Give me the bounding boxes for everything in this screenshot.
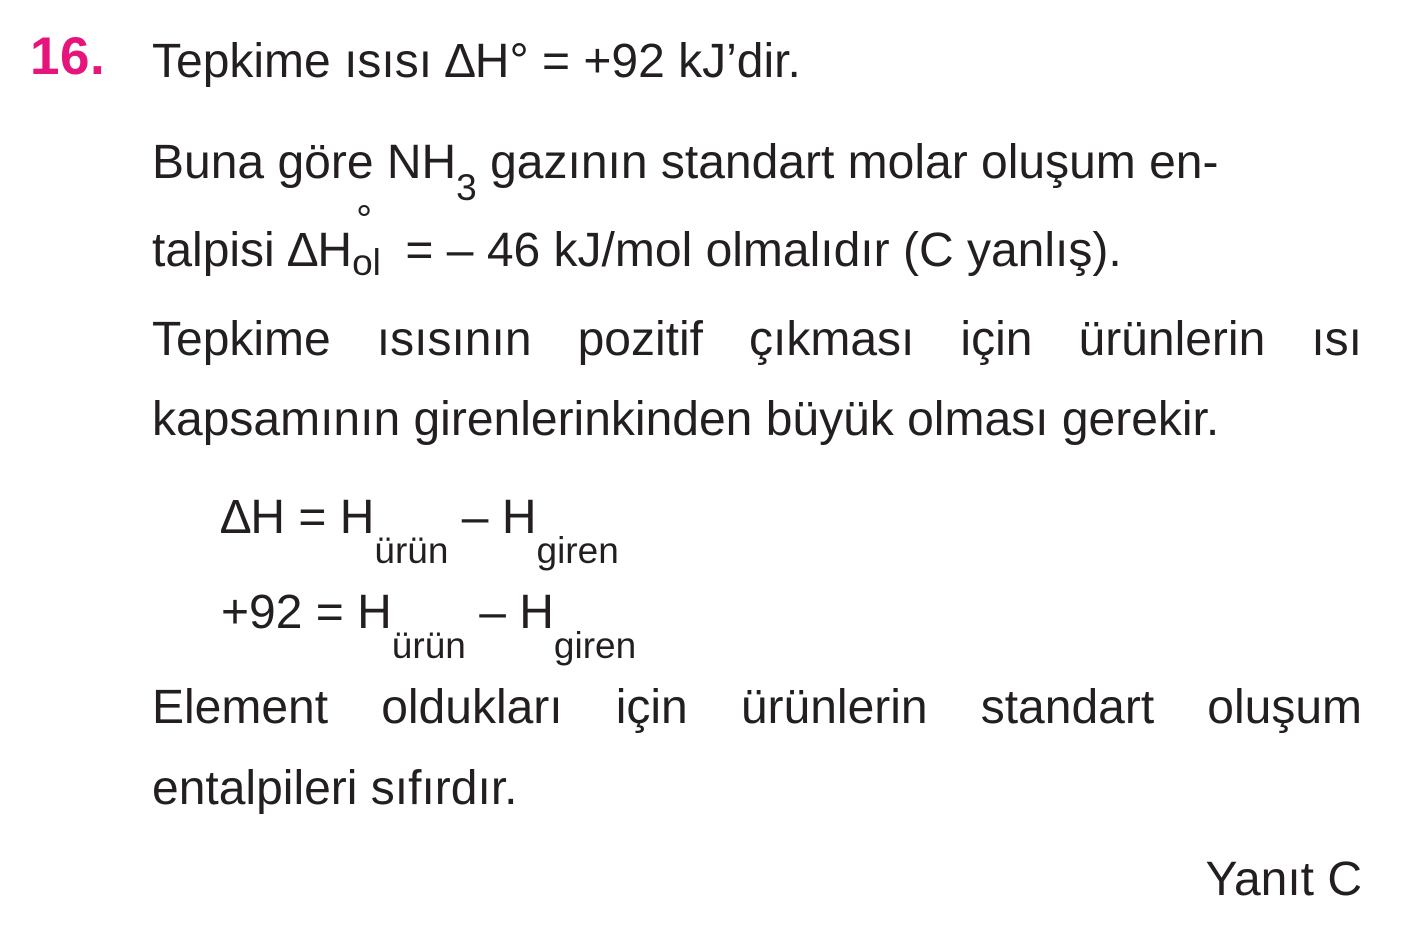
reaction-heat-line: Tepkime ısısı ∆H° = +92 kJ’dir. [152,35,801,88]
para1-line2-pre: talpisi ∆H [152,224,353,277]
para3-line2: entalpileri sıfırdır. [152,762,518,815]
equation-1 [221,491,619,571]
formation-enthalpy-symbol [352,198,392,283]
equation-2-sub-giren: giren [553,625,637,666]
answer-label: Yanıt C [1205,853,1362,906]
equation-2 [221,586,637,666]
para2-line2: kapsamının girenlerinkinden büyük olması gerekir. [152,393,1220,446]
para3-line1: Element oldukları için ürünlerin standart oluşum [152,681,1362,734]
degree-symbol: ° [356,198,373,242]
nh3-subscript: 3 [456,167,477,208]
equation-2-lhs: +92 = H [221,586,392,639]
para1-line2 [152,198,1122,283]
equation-1-lhs: ∆H = H [221,491,375,544]
para1-line2-post: = – 46 kJ/mol olmalıdır (C yanlış). [392,224,1122,277]
para1-line1-post: gazının standart molar oluşum en- [476,136,1219,189]
question-number: 16. [30,27,106,86]
para1-line1 [152,136,1219,208]
equation-1-sub-giren: giren [536,530,619,571]
para2-line1: Tepkime ısısının pozitif çıkması için ürünlerin ısı [152,313,1362,366]
ol-subscript: ol [352,242,381,283]
equation-1-sub-urun: ürün [374,530,449,571]
equation-2-mid: – H [465,586,554,639]
equation-2-sub-urun: ürün [391,625,466,666]
para1-line1-pre: Buna göre NH [152,136,457,189]
equation-1-mid: – H [448,491,537,544]
